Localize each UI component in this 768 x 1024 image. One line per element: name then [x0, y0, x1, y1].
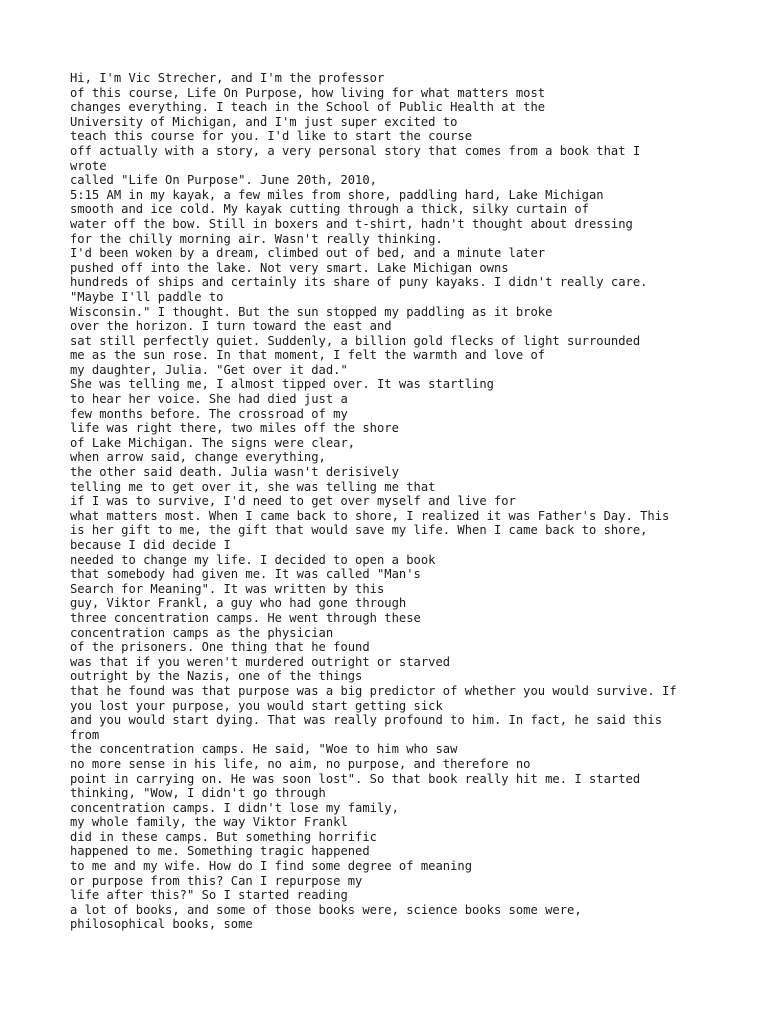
transcript-line: or purpose from this? Can I repurpose my	[70, 873, 363, 888]
transcript-line: off actually with a story, a very personal story that comes from a book that I	[70, 143, 641, 158]
transcript-line: and you would start dying. That was really profound to him. In fact, he said this	[70, 713, 663, 728]
transcript-line: of Lake Michigan. The signs were clear,	[70, 435, 356, 450]
transcript-line: from	[70, 727, 100, 742]
transcript-line: the concentration camps. He said, "Woe to him who saw	[70, 742, 458, 757]
transcript-line: sat still perfectly quiet. Suddenly, a billion gold flecks of light surrounded	[70, 333, 641, 348]
transcript-line: my daughter, Julia. "Get over it dad."	[70, 362, 348, 377]
transcript-line: what matters most. When I came back to shore, I realized it was Father's Day. This	[70, 508, 670, 523]
transcript-line: point in carrying on. He was soon lost". So that book really hit me. I started	[70, 771, 641, 786]
transcript-line: did in these camps. But something horrific	[70, 829, 377, 844]
transcript-line: pushed off into the lake. Not very smart. Lake Michigan owns	[70, 260, 509, 275]
transcript-line: I'd been woken by a dream, climbed out of bed, and a minute later	[70, 246, 546, 261]
transcript-line: Search for Meaning". It was written by this	[70, 581, 385, 596]
transcript-line: was that if you weren't murdered outright or starved	[70, 654, 451, 669]
transcript-line: philosophical books, some	[70, 917, 253, 932]
transcript-line: when arrow said, change everything,	[70, 450, 326, 465]
transcript-line: telling me to get over it, she was telling me that	[70, 479, 436, 494]
transcript-line: three concentration camps. He went through these	[70, 610, 421, 625]
transcript-line: 5:15 AM in my kayak, a few miles from shore, paddling hard, Lake Michigan	[70, 187, 604, 202]
transcript-line: water off the bow. Still in boxers and t-shirt, hadn't thought about dressing	[70, 216, 633, 231]
transcript-line: if I was to survive, I'd need to get over myself and live for	[70, 494, 516, 509]
transcript-line: you lost your purpose, you would start getting sick	[70, 698, 443, 713]
transcript-line: to me and my wife. How do I find some degree of meaning	[70, 859, 473, 874]
transcript-line: smooth and ice cold. My kayak cutting through a thick, silky curtain of	[70, 202, 589, 217]
transcript-line: "Maybe I'll paddle to	[70, 289, 224, 304]
transcript-line: Hi, I'm Vic Strecher, and I'm the professor	[70, 71, 385, 85]
transcript-line: teach this course for you. I'd like to start the course	[70, 129, 473, 144]
transcript-line: me as the sun rose. In that moment, I felt the warmth and love of	[70, 348, 546, 363]
transcript-line: concentration camps as the physician	[70, 625, 334, 640]
transcript-page	[70, 71, 730, 932]
transcript-line: no more sense in his life, no aim, no purpose, and therefore no	[70, 756, 531, 771]
transcript-line: life was right there, two miles off the shore	[70, 421, 399, 436]
transcript-line: of this course, Life On Purpose, how living for what matters most	[70, 85, 546, 100]
transcript-line: my whole family, the way Viktor Frankl	[70, 815, 348, 830]
transcript-line: for the chilly morning air. Wasn't really thinking.	[70, 231, 443, 246]
transcript-line: few months before. The crossroad of my	[70, 406, 348, 421]
transcript-line: outright by the Nazis, one of the things	[70, 669, 363, 684]
transcript-line: hundreds of ships and certainly its share of puny kayaks. I didn't really care.	[70, 275, 648, 290]
transcript-line: University of Michigan, and I'm just super excited to	[70, 114, 458, 129]
transcript-line: that he found was that purpose was a big predictor of whether you would survive. If	[70, 683, 677, 698]
transcript-line: over the horizon. I turn toward the east and	[70, 319, 392, 334]
transcript-line: a lot of books, and some of those books were, science books some were,	[70, 902, 582, 917]
transcript-line: to hear her voice. She had died just a	[70, 392, 348, 407]
transcript-line: called "Life On Purpose". June 20th, 2010,	[70, 173, 377, 188]
transcript-line: needed to change my life. I decided to open a book	[70, 552, 436, 567]
transcript-line: wrote	[70, 158, 107, 173]
transcript-line: the other said death. Julia wasn't derisively	[70, 465, 399, 480]
transcript-line: concentration camps. I didn't lose my family,	[70, 800, 399, 815]
transcript-line: changes everything. I teach in the School of Public Health at the	[70, 100, 546, 115]
transcript-line: of the prisoners. One thing that he found	[70, 640, 370, 655]
transcript-line: guy, Viktor Frankl, a guy who had gone through	[70, 596, 407, 611]
transcript-line: happened to me. Something tragic happened	[70, 844, 370, 859]
transcript-line: Wisconsin." I thought. But the sun stopped my paddling as it broke	[70, 304, 553, 319]
transcript-line: is her gift to me, the gift that would save my life. When I came back to shore,	[70, 523, 648, 538]
transcript-line: that somebody had given me. It was called "Man's	[70, 567, 421, 582]
transcript-line: life after this?" So I started reading	[70, 888, 348, 903]
transcript-line: thinking, "Wow, I didn't go through	[70, 786, 326, 801]
transcript-line: because I did decide I	[70, 538, 231, 552]
transcript-line: She was telling me, I almost tipped over. It was startling	[70, 377, 494, 392]
